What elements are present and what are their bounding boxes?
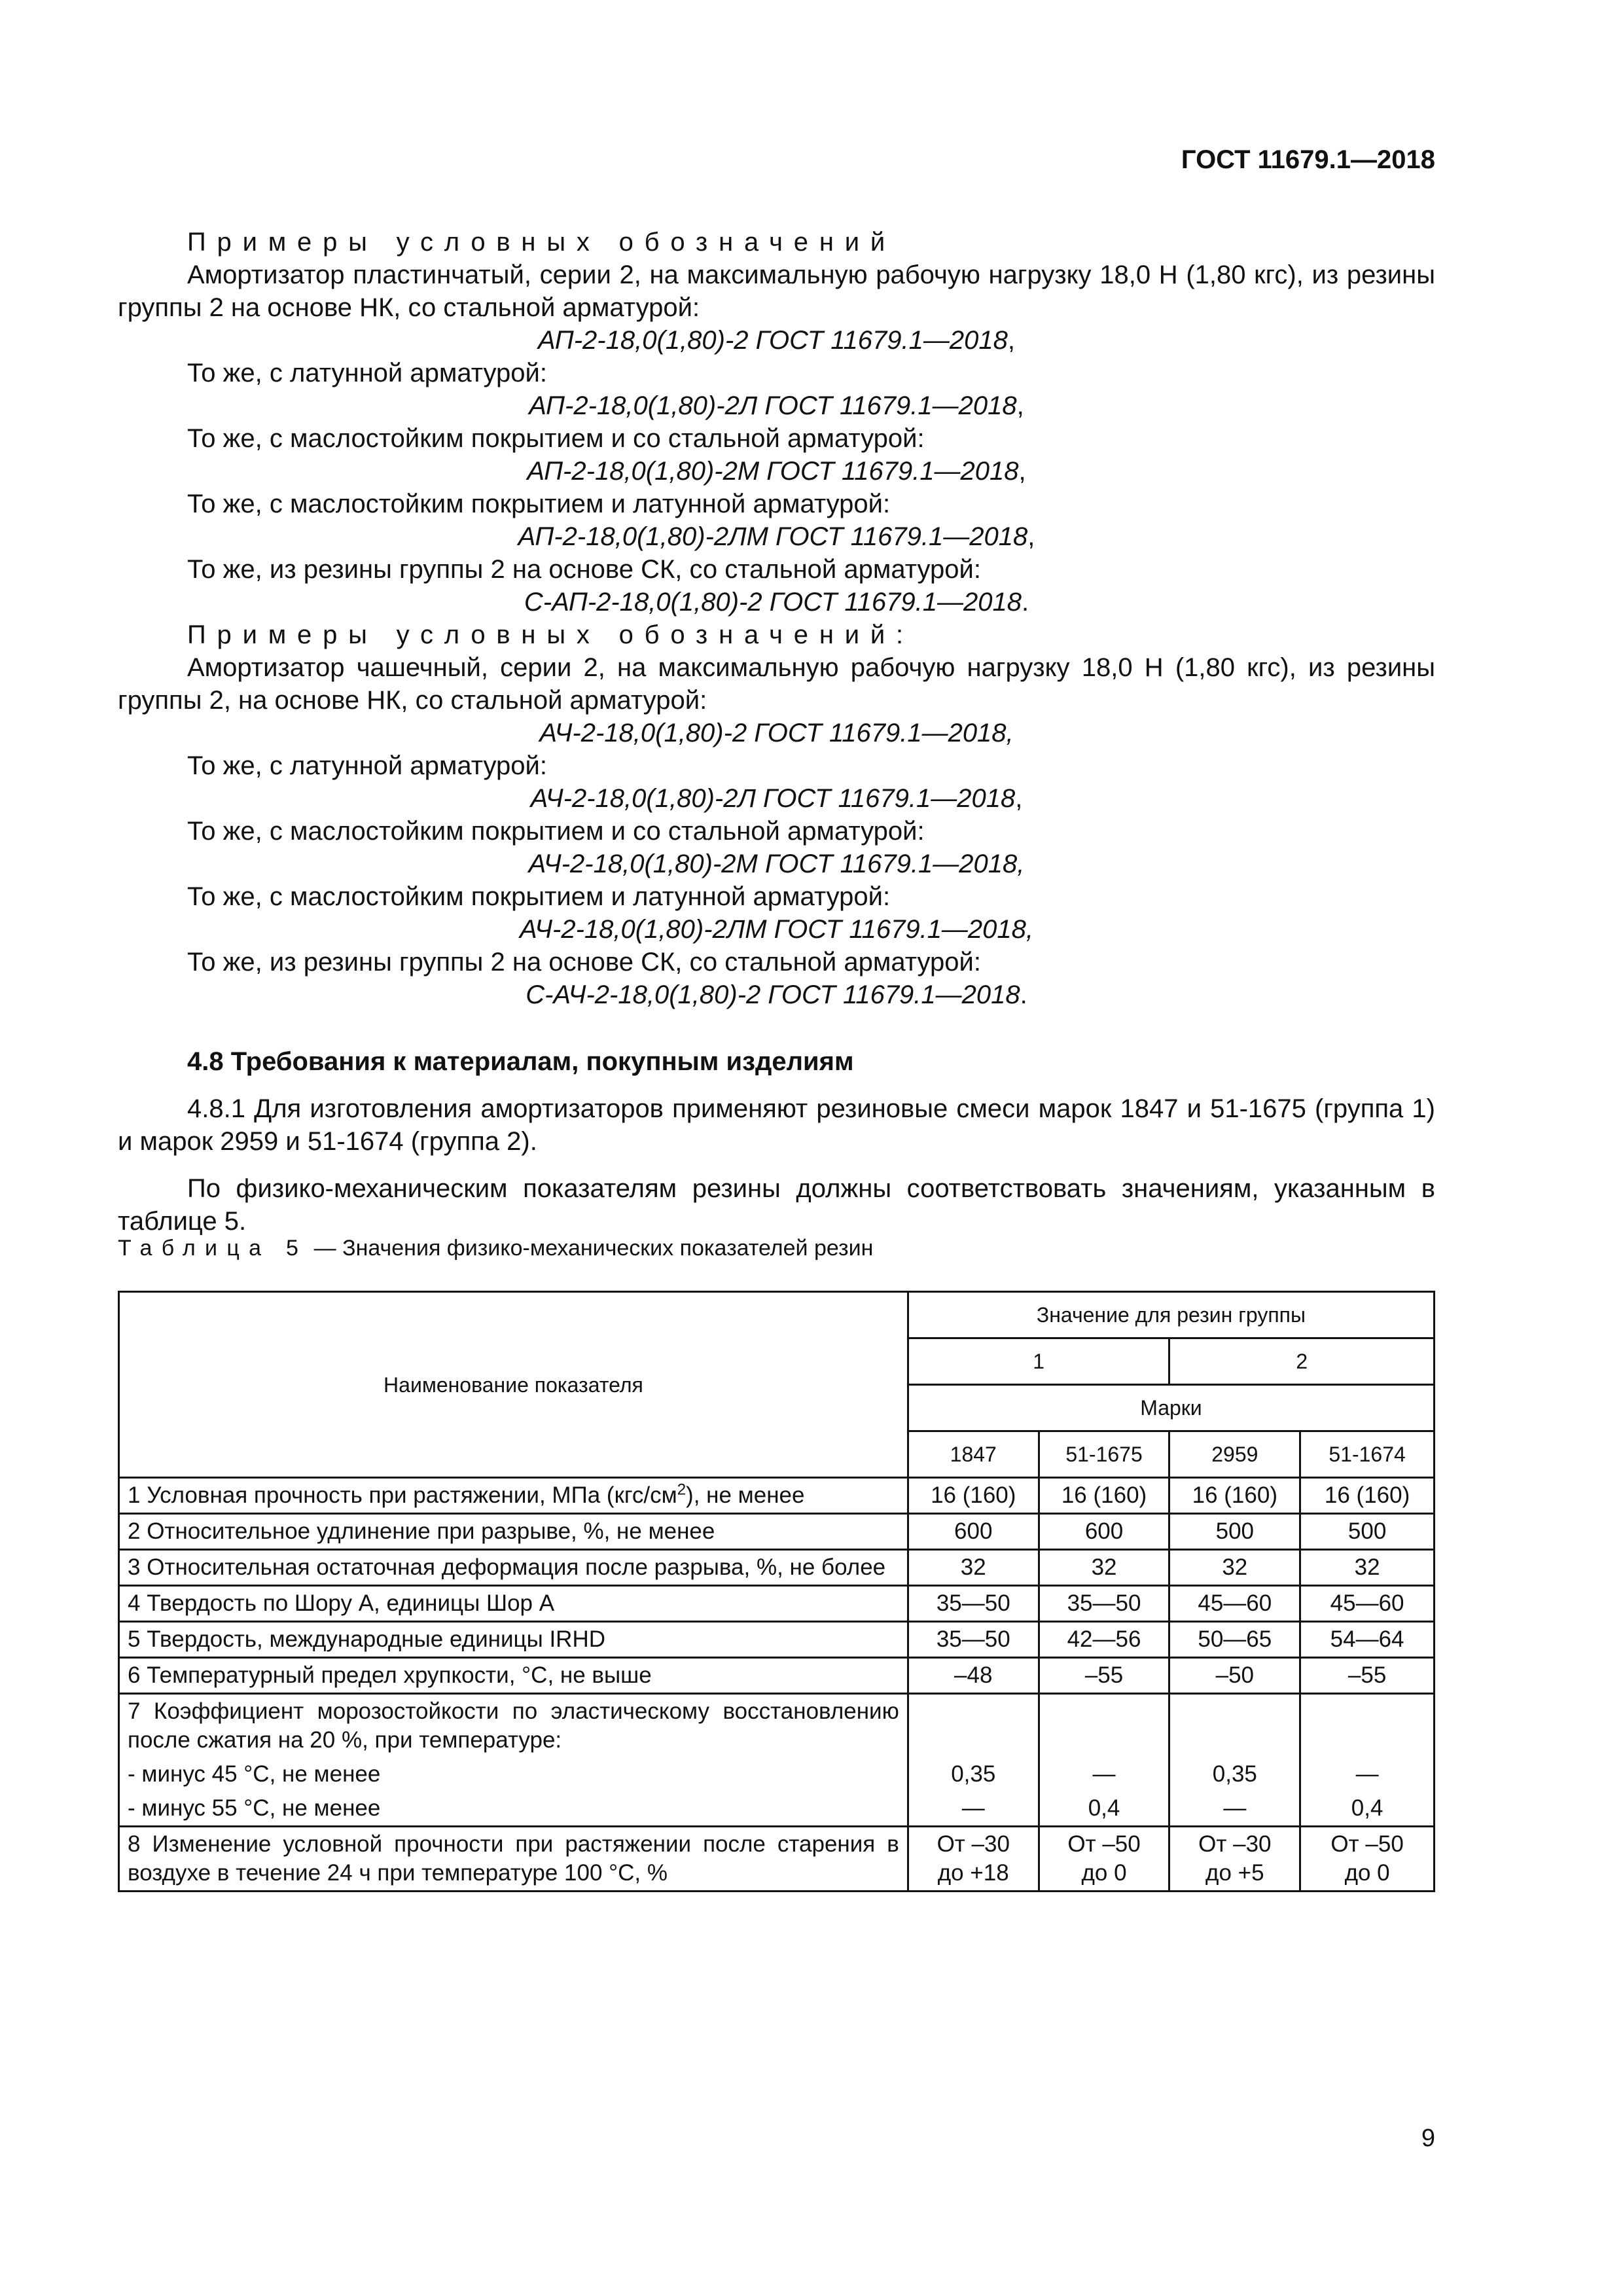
table-subrow [119,1757,1435,1791]
header-group-2: 2 [1169,1338,1435,1385]
main-text [118,226,1435,1238]
value-cell: 600 [908,1514,1039,1550]
table-caption-label: Таблица 5 [118,1236,308,1261]
designation: АП-2-18,0(1,80)-2Л ГОСТ 11679.1—2018, [529,391,1024,420]
value-cell: — [1300,1757,1435,1791]
table-caption [118,1236,873,1261]
example-label: То же, с маслостойким покрытием и со стальной арматурой: [187,817,925,846]
header-grade: 1847 [908,1431,1039,1478]
example-label: То же, из резины группы 2 на основе СК, со стальной арматурой: [187,948,982,977]
value-cell: 50—65 [1169,1622,1300,1658]
value-cell: 16 (160) [908,1478,1039,1514]
table-row [119,1550,1435,1586]
designation: АП-2-18,0(1,80)-2ЛМ ГОСТ 11679.1—2018, [518,522,1035,551]
value-cell: 0,4 [1300,1791,1435,1827]
examples-heading-cup: Примеры условных обозначений: [187,620,914,649]
value-cell: 32 [908,1550,1039,1586]
value-cell: 32 [1169,1550,1300,1586]
value-cell: — [1039,1757,1169,1791]
examples-heading-plate: Примеры условных обозначений [187,228,896,257]
value-cell: 0,35 [908,1757,1039,1791]
example-label: То же, с маслостойким покрытием и латунной арматурой: [187,490,891,518]
value-cell: От –50 до 0 [1300,1827,1435,1892]
designation: АЧ-2-18,0(1,80)-2 ГОСТ 11679.1—2018, [539,719,1014,747]
designation: С-АЧ-2-18,0(1,80)-2 ГОСТ 11679.1—2018. [526,980,1027,1009]
value-cell: 35—50 [908,1586,1039,1622]
table-row [119,1827,1435,1892]
value-cell: От –30 до +5 [1169,1827,1300,1892]
page-number: 9 [1421,2125,1435,2152]
header-grade: 51-1675 [1039,1431,1169,1478]
value-cell: От –30 до +18 [908,1827,1039,1892]
value-cell: 500 [1300,1514,1435,1550]
value-cell: 35—50 [1039,1586,1169,1622]
designation: АЧ-2-18,0(1,80)-2М ГОСТ 11679.1—2018, [528,850,1025,878]
header-grade: 2959 [1169,1431,1300,1478]
value-cell: 54—64 [1300,1622,1435,1658]
subrow-name: - минус 45 °С, не менее [119,1757,908,1791]
example-intro-cup: Амортизатор чашечный, серии 2, на максимальную рабочую нагрузку 18,0 Н (1,80 кгс), из резины группы 2, на основе НК, со стальной арматурой: [118,653,1435,715]
table-caption-text: — Значения физико-механических показателей резин [308,1236,874,1261]
example-label: То же, с маслостойким покрытием и со стальной арматурой: [187,424,925,453]
row-name: 1 Условная прочность при растяжении, МПа $(кгс/см^2)$, не менее [119,1478,908,1514]
table-row [119,1694,1435,1758]
value-cell: 500 [1169,1514,1300,1550]
header-value-for-groups: Значение для резин группы [908,1292,1434,1338]
paragraph-table-ref: По физико-механическим показателям резины должны соответствовать значениям, указанным в таблице 5. [118,1174,1435,1236]
value-cell: — [1169,1791,1300,1827]
designation: АЧ-2-18,0(1,80)-2Л ГОСТ 11679.1—2018, [530,784,1023,813]
example-label: То же, с маслостойким покрытием и латунной арматурой: [187,882,891,911]
row-name: 6 Температурный предел хрупкости, °С, не выше [119,1658,908,1694]
table-row [119,1658,1435,1694]
value-cell: 16 (160) [1169,1478,1300,1514]
value-cell: От –50 до 0 [1039,1827,1169,1892]
subrow-name: - минус 55 °С, не менее [119,1791,908,1827]
row-name: 8 Изменение условной прочности при растяжении после старения в воздухе в течение 24 ч при температуре 100 °С, % [119,1827,908,1892]
example-intro-plate: Амортизатор пластинчатый, серии 2, на максимальную рабочую нагрузку 18,0 Н (1,80 кгс), из резины группы 2 на основе НК, со стальной арматурой: [118,260,1435,322]
empty-cell [1169,1694,1300,1758]
table-row [119,1514,1435,1550]
value-cell: — [908,1791,1039,1827]
value-cell: 16 (160) [1039,1478,1169,1514]
example-label: То же, с латунной арматурой: [187,751,547,780]
value-cell: 600 [1039,1514,1169,1550]
table-row [119,1586,1435,1622]
empty-cell [908,1694,1039,1758]
value-cell: 32 [1300,1550,1435,1586]
designation: АП-2-18,0(1,80)-2М ГОСТ 11679.1—2018, [527,457,1026,486]
header-group-1: 1 [908,1338,1169,1385]
designation: АЧ-2-18,0(1,80)-2ЛМ ГОСТ 11679.1—2018, [519,915,1034,944]
value-cell: 42—56 [1039,1622,1169,1658]
properties-table [118,1291,1435,1892]
empty-cell [1300,1694,1435,1758]
standard-number: ГОСТ 11679.1—2018 [1181,145,1435,174]
header-grade: 51-1674 [1300,1431,1435,1478]
value-cell: 0,35 [1169,1757,1300,1791]
value-cell: –48 [908,1658,1039,1694]
value-cell: 16 (160) [1300,1478,1435,1514]
row-name: 4 Твердость по Шору А, единицы Шор А [119,1586,908,1622]
value-cell: –55 [1300,1658,1435,1694]
example-label: То же, с латунной арматурой: [187,359,547,387]
empty-cell [1039,1694,1169,1758]
value-cell: 45—60 [1169,1586,1300,1622]
row-name: 7 Коэффициент морозостойкости по эластическому восстановлению после сжатия на 20 %, при температуре: [119,1694,908,1758]
paragraph-4-8-1: 4.8.1 Для изготовления амортизаторов применяют резиновые смеси марок 1847 и 51-1675 (группа 1) и марок 2959 и 51-1674 (группа 2). [118,1094,1435,1156]
section-title: 4.8 Требования к материалам, покупным изделиям [187,1047,854,1076]
value-cell: –55 [1039,1658,1169,1694]
table-row [119,1478,1435,1514]
value-cell: 0,4 [1039,1791,1169,1827]
row-name: 3 Относительная остаточная деформация после разрыва, %, не более [119,1550,908,1586]
value-cell: 32 [1039,1550,1169,1586]
value-cell: 45—60 [1300,1586,1435,1622]
example-label: То же, из резины группы 2 на основе СК, со стальной арматурой: [187,555,982,584]
row-name: 5 Твердость, международные единицы IRHD [119,1622,908,1658]
table-row [119,1622,1435,1658]
table-subrow [119,1791,1435,1827]
designation: АП-2-18,0(1,80)-2 ГОСТ 11679.1—2018, [537,326,1016,355]
value-cell: 35—50 [908,1622,1039,1658]
designation: С-АП-2-18,0(1,80)-2 ГОСТ 11679.1—2018. [524,588,1029,617]
header-grades: Марки [908,1385,1434,1431]
value-cell: –50 [1169,1658,1300,1694]
row-name: 2 Относительное удлинение при разрыве, %, не менее [119,1514,908,1550]
header-indicator-name: Наименование показателя [119,1292,908,1478]
